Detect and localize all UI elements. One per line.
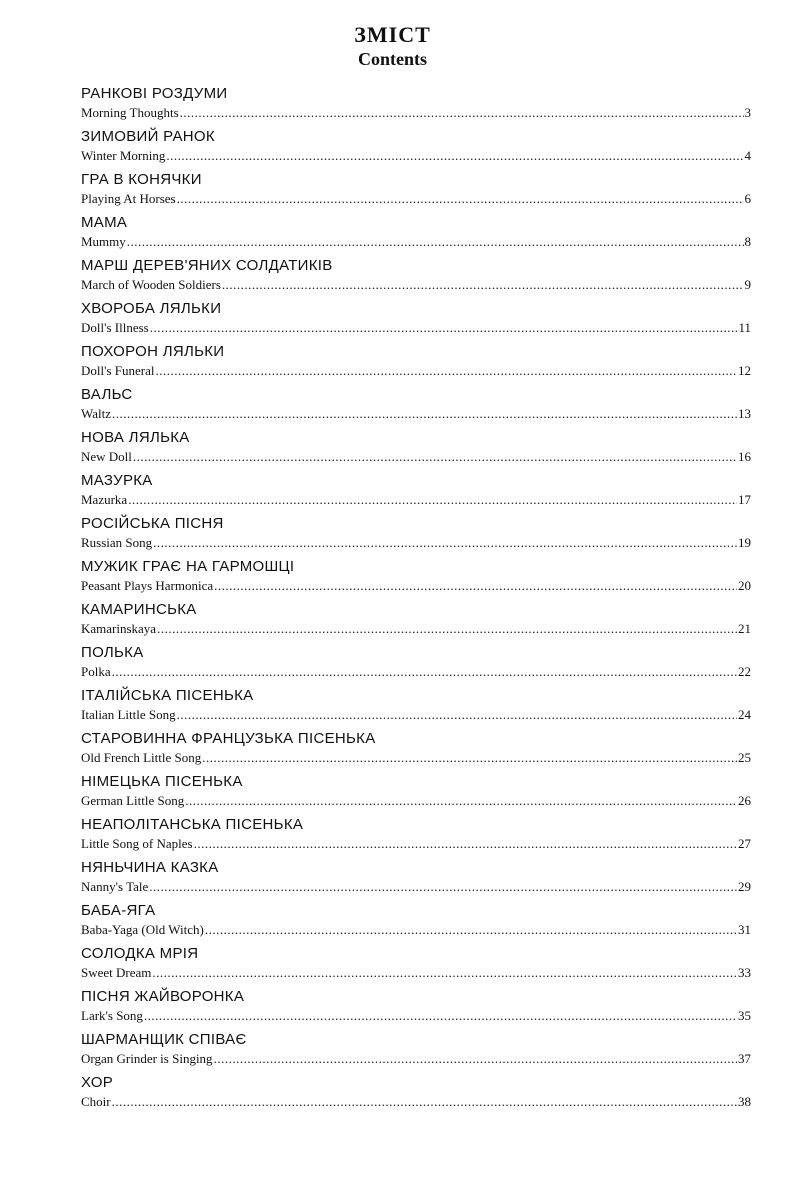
toc-entry-title-ukrainian: СТАРОВИННА ФРАНЦУЗЬКА ПІСЕНЬКА [81, 730, 376, 747]
toc-entry[interactable] [0, 385, 785, 428]
dot-leader [222, 276, 744, 294]
dot-leader [214, 1050, 737, 1068]
toc-entry-subline [81, 620, 751, 638]
toc-entry-page-number: 26 [738, 793, 751, 808]
toc-entry[interactable] [0, 213, 785, 256]
toc-entry-title-english: Sweet Dream [81, 965, 152, 980]
dot-leader [150, 319, 738, 337]
dot-leader [112, 1093, 737, 1111]
toc-entry-subline [81, 190, 751, 208]
toc-entry-title-english: Nanny's Tale [81, 879, 149, 894]
toc-entry-title-english: Playing At Horses [81, 191, 176, 206]
toc-entry-title-ukrainian: РОСІЙСЬКА ПІСНЯ [81, 515, 224, 532]
toc-entry-title-english: Polka [81, 664, 111, 679]
toc-entry-title-english: Organ Grinder is Singing [81, 1051, 213, 1066]
toc-entry[interactable] [0, 901, 785, 944]
toc-entry[interactable] [0, 600, 785, 643]
dot-leader [112, 663, 737, 681]
toc-entry-title-english: Winter Morning [81, 148, 166, 163]
dot-leader [152, 964, 737, 982]
toc-entry[interactable] [0, 170, 785, 213]
toc-entry-title-english: Doll's Funeral [81, 363, 155, 378]
toc-entry-title-english: Lark's Song [81, 1008, 143, 1023]
toc-entry-subline [81, 706, 751, 724]
toc-entry-title-english: Kamarinskaya [81, 621, 157, 636]
dot-leader [177, 706, 737, 724]
toc-entry[interactable] [0, 729, 785, 772]
toc-entry-page-number: 16 [738, 449, 751, 464]
toc-entry[interactable] [0, 299, 785, 342]
dot-leader [127, 233, 744, 251]
toc-entry-subline [81, 964, 751, 982]
toc-entry-title-english: Baba-Yaga (Old Witch) [81, 922, 204, 937]
toc-entry-subline [81, 276, 751, 294]
toc-entry-title-ukrainian: ПОХОРОН ЛЯЛЬКИ [81, 343, 225, 360]
toc-entry[interactable] [0, 686, 785, 729]
toc-entry-title-ukrainian: НЯНЬЧИНА КАЗКА [81, 859, 219, 876]
toc-entry-page-number: 38 [738, 1094, 751, 1109]
toc-entry[interactable] [0, 944, 785, 987]
toc-entry-title-english: Doll's Illness [81, 320, 149, 335]
toc-entry-title-ukrainian: НЕАПОЛІТАНСЬКА ПІСЕНЬКА [81, 816, 304, 833]
toc-entry-subline [81, 792, 751, 810]
toc-entry[interactable] [0, 84, 785, 127]
toc-entry-title-ukrainian: МУЖИК ГРАЄ НА ГАРМОШЦІ [81, 558, 295, 575]
toc-entry-title-ukrainian: ПОЛЬКА [81, 644, 144, 661]
toc-entry-title-ukrainian: ІТАЛІЙСЬКА ПІСЕНЬКА [81, 687, 254, 704]
toc-entry-title-english: Italian Little Song [81, 707, 176, 722]
toc-entry-page-number: 9 [744, 277, 751, 292]
toc-entry[interactable] [0, 514, 785, 557]
dot-leader [194, 835, 737, 853]
toc-entry-page-number: 20 [738, 578, 751, 593]
dot-leader [202, 749, 737, 767]
toc-entry-title-english: Russian Song [81, 535, 153, 550]
dot-leader [214, 577, 737, 595]
toc-entry-title-ukrainian: ШАРМАНЩИК СПІВАЄ [81, 1031, 247, 1048]
toc-entry-title-english: Choir [81, 1094, 111, 1109]
toc-entry[interactable] [0, 772, 785, 815]
toc-entry-page-number: 21 [738, 621, 751, 636]
page-title-english: Contents [357, 49, 427, 69]
toc-entry-subline [81, 319, 751, 337]
toc-entry-title-ukrainian: БАБА-ЯГА [81, 902, 156, 919]
toc-entry-page-number: 37 [738, 1051, 751, 1066]
toc-entry[interactable] [0, 256, 785, 299]
toc-entry[interactable] [0, 471, 785, 514]
toc-entry[interactable] [0, 342, 785, 385]
toc-entry-subline [81, 147, 751, 165]
toc-entry[interactable] [0, 428, 785, 471]
toc-entry-title-ukrainian: МАЗУРКА [81, 472, 153, 489]
dot-leader [133, 448, 737, 466]
toc-entry-title-ukrainian: ХОР [81, 1074, 114, 1091]
toc-entry-subline [81, 233, 751, 251]
toc-entry-subline [81, 921, 751, 939]
toc-entry-title-ukrainian: МАМА [81, 214, 128, 231]
table-of-contents [0, 84, 785, 1116]
toc-entry-page-number: 3 [744, 105, 751, 120]
toc-entry[interactable] [0, 815, 785, 858]
toc-entry-page-number: 25 [738, 750, 751, 765]
toc-entry-subline [81, 405, 751, 423]
dot-leader [205, 921, 737, 939]
toc-entry[interactable] [0, 858, 785, 901]
dot-leader [144, 1007, 737, 1025]
dot-leader [155, 362, 737, 380]
toc-entry-title-english: Mummy [81, 234, 126, 249]
page-heading [0, 22, 785, 70]
toc-entry-title-ukrainian: РАНКОВІ РОЗДУМИ [81, 85, 228, 102]
toc-entry-title-english: German Little Song [81, 793, 185, 808]
dot-leader [166, 147, 743, 165]
toc-entry[interactable] [0, 557, 785, 600]
toc-entry-title-ukrainian: ЗИМОВИЙ РАНОК [81, 128, 215, 145]
toc-entry-page-number: 12 [738, 363, 751, 378]
toc-entry-title-english: Waltz [81, 406, 111, 421]
toc-entry-subline [81, 1093, 751, 1111]
toc-entry-subline [81, 491, 751, 509]
toc-entry-subline [81, 534, 751, 552]
toc-entry-page-number: 27 [738, 836, 751, 851]
toc-entry-subline [81, 878, 751, 896]
toc-entry-subline [81, 1007, 751, 1025]
dot-leader [112, 405, 737, 423]
toc-entry-page-number: 4 [744, 148, 751, 163]
toc-entry-page-number: 22 [738, 664, 751, 679]
dot-leader [157, 620, 737, 638]
page-title-ukrainian: ЗМІСТ [354, 22, 431, 47]
toc-entry-title-english: Morning Thoughts [81, 105, 179, 120]
toc-entry-title-english: March of Wooden Soldiers [81, 277, 221, 292]
toc-entry-title-ukrainian: НІМЕЦЬКА ПІСЕНЬКА [81, 773, 243, 790]
toc-entry-subline [81, 577, 751, 595]
toc-entry-title-ukrainian: КАМАРИНСЬКА [81, 601, 197, 618]
toc-entry[interactable] [0, 127, 785, 170]
toc-entry-page-number: 31 [738, 922, 751, 937]
toc-entry-title-ukrainian: ГРА В КОНЯЧКИ [81, 171, 202, 188]
toc-entry-subline [81, 104, 751, 122]
toc-entry-page-number: 35 [738, 1008, 751, 1023]
toc-entry-subline [81, 362, 751, 380]
toc-entry-page-number: 33 [738, 965, 751, 980]
dot-leader [153, 534, 737, 552]
toc-entry-title-english: Mazurka [81, 492, 128, 507]
dot-leader [185, 792, 737, 810]
toc-entry[interactable] [0, 1030, 785, 1073]
toc-entry-subline [81, 1050, 751, 1068]
toc-entry-page-number: 24 [738, 707, 751, 722]
toc-entry-title-ukrainian: ХВОРОБА ЛЯЛЬКИ [81, 300, 222, 317]
dot-leader [149, 878, 737, 896]
toc-entry-title-ukrainian: ВАЛЬС [81, 386, 133, 403]
toc-entry-page-number: 8 [744, 234, 751, 249]
dot-leader [177, 190, 744, 208]
toc-entry-page-number: 17 [738, 492, 751, 507]
toc-entry-page-number: 29 [738, 879, 751, 894]
toc-entry-title-english: Peasant Plays Harmonica [81, 578, 214, 593]
toc-entry-title-english: Old French Little Song [81, 750, 202, 765]
toc-entry-page-number: 13 [738, 406, 751, 421]
toc-entry[interactable] [0, 643, 785, 686]
toc-entry-subline [81, 749, 751, 767]
toc-entry-title-ukrainian: МАРШ ДЕРЕВ'ЯНИХ СОЛДАТИКІВ [81, 257, 333, 274]
toc-entry-page-number: 11 [738, 320, 751, 335]
toc-entry[interactable] [0, 1073, 785, 1116]
toc-entry-title-ukrainian: СОЛОДКА МРІЯ [81, 945, 199, 962]
toc-entry-subline [81, 448, 751, 466]
toc-entry-title-ukrainian: ПІСНЯ ЖАЙВОРОНКА [81, 988, 245, 1005]
toc-entry-page-number: 19 [738, 535, 751, 550]
dot-leader [128, 491, 737, 509]
dot-leader [180, 104, 744, 122]
toc-entry-subline [81, 835, 751, 853]
toc-entry-title-english: Little Song of Naples [81, 836, 193, 851]
toc-entry-subline [81, 663, 751, 681]
toc-entry[interactable] [0, 987, 785, 1030]
toc-entry-page-number: 6 [744, 191, 751, 206]
toc-entry-title-english: New Doll [81, 449, 132, 464]
toc-entry-title-ukrainian: НОВА ЛЯЛЬКА [81, 429, 190, 446]
